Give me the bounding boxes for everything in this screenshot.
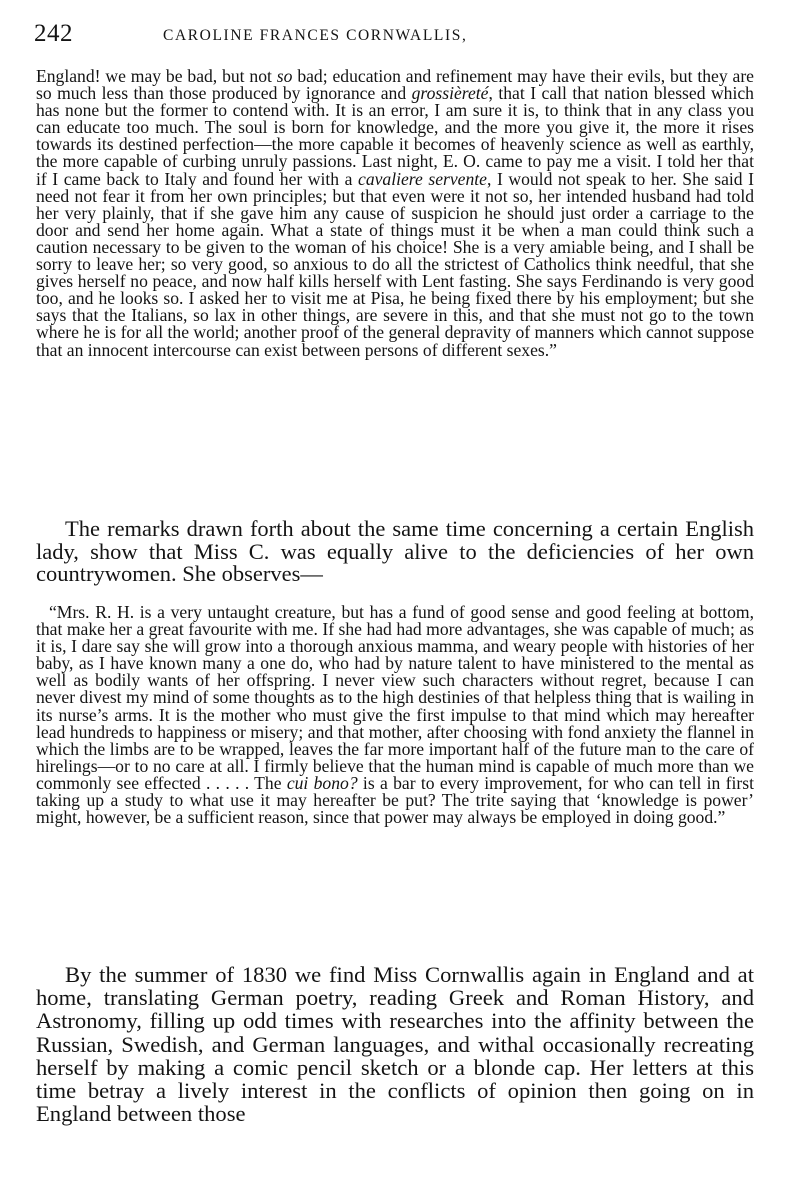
page-header	[30, 20, 770, 50]
quote-text: is a bar to every improvement, for who can tell in first taking up a study to what use it may hereafter be put? The trite saying that ‘knowledge is power’ might, however, be a sufficient reason, since that power may always be employed in doing good.”	[36, 772, 754, 828]
quoted-letter-continuation	[36, 68, 754, 359]
quote-text: bad; education and refinement may have their evils, but they are so much less than those produced by ignorance and	[36, 66, 754, 104]
quote-text: , that I call that nation blessed which has none but the former to contend with. It is an error, I am sure it is, to think that in any class you can educate too much. The soul is born for knowledge, and the more you give it, the more it rises towards its destined perfection—the more capable it becomes of heavenly science as well as earthly, the more capable of curbing unruly passions. Last night, E. O. came to pay me a visit. I told her that if I came back to Italy and found her with a	[36, 83, 754, 189]
running-head: CAROLINE FRANCES CORNWALLIS,	[163, 27, 468, 44]
quoted-letter	[36, 604, 754, 826]
quote-italic: cavaliere servente	[358, 168, 487, 189]
page-number: 242	[34, 20, 73, 47]
quote-italic: so	[276, 66, 293, 86]
body-paragraph: The remarks drawn forth about the same time concerning a certain English lady, show that Miss C. was equally alive to the deficiencies of her own countrywomen. She observes—	[36, 516, 754, 586]
quote-text: England! we may be bad, but not	[36, 66, 277, 86]
quote-text: “Mrs. R. H. is a very untaught creature, but has a fund of good sense and good feeling at bottom, that make her a great favourite with me. If she had had more advantages, she was capable of much; as it is, I dare say she will grow into a thorough anxious mamma, and weary people with histories of her baby, as I have known many a one do, who had by nature talent to have ministered to the mental as well as bodily wants of her offspring. I never view such characters without regret, because I can never divest my mind of some thoughts as to the high destinies of that helpless thing that is wailing in its nurse’s arms. It is the mother who must give the first impulse to that mind which may hereafter lead hundreds to happiness or misery; and that mother, after choosing with fond anxiety the flannel in which the limbs are to be wrapped, leaves the far more important half of the future man to the care of hirelings—or to no care at all. I firmly believe that the human mind is capable of much more than we commonly see effected . . . . . The	[36, 602, 754, 793]
quote-italic: grossièreté	[411, 83, 489, 104]
quote-text: , I would not speak to her. She said I need not fear it from her own principles; but that even were it not so, her intended husband had told her very plainly, that if she gave him any cause of suspicion he should just order a carriage to the door and send her home again. What a state of things must it be when a man could think such a caution necessary to be given to the woman of his choice! She is a very amiable being, and I shall be sorry to leave her; so very good, so anxious to do all the strictest of Catholics think needful, that she gives herself no peace, and now half kills herself with Lent fasting. She says Ferdinando is very good too, and he looks so. I asked her to visit me at Pisa, he being fixed there by his employment; but she says that the Italians, so lax in other things, are severe in this, and that she must not go to the town where he is for all the world; another proof of the general depravity of manners which cannot suppose that an innocent intercourse can exist between persons of different sexes.”	[36, 168, 754, 360]
quote-italic: cui bono?	[286, 772, 358, 793]
body-paragraph: By the summer of 1830 we find Miss Cornwallis again in England and at home, translating German poetry, reading Greek and Roman History, and Astronomy, filling up odd times with researches into the affinity between the Russian, Swedish, and German languages, and withal occasionally recreating herself by making a comic pencil sketch or a blonde cap. Her letters at this time betray a lively interest in the conflicts of opinion then going on in England between those	[36, 962, 754, 1127]
